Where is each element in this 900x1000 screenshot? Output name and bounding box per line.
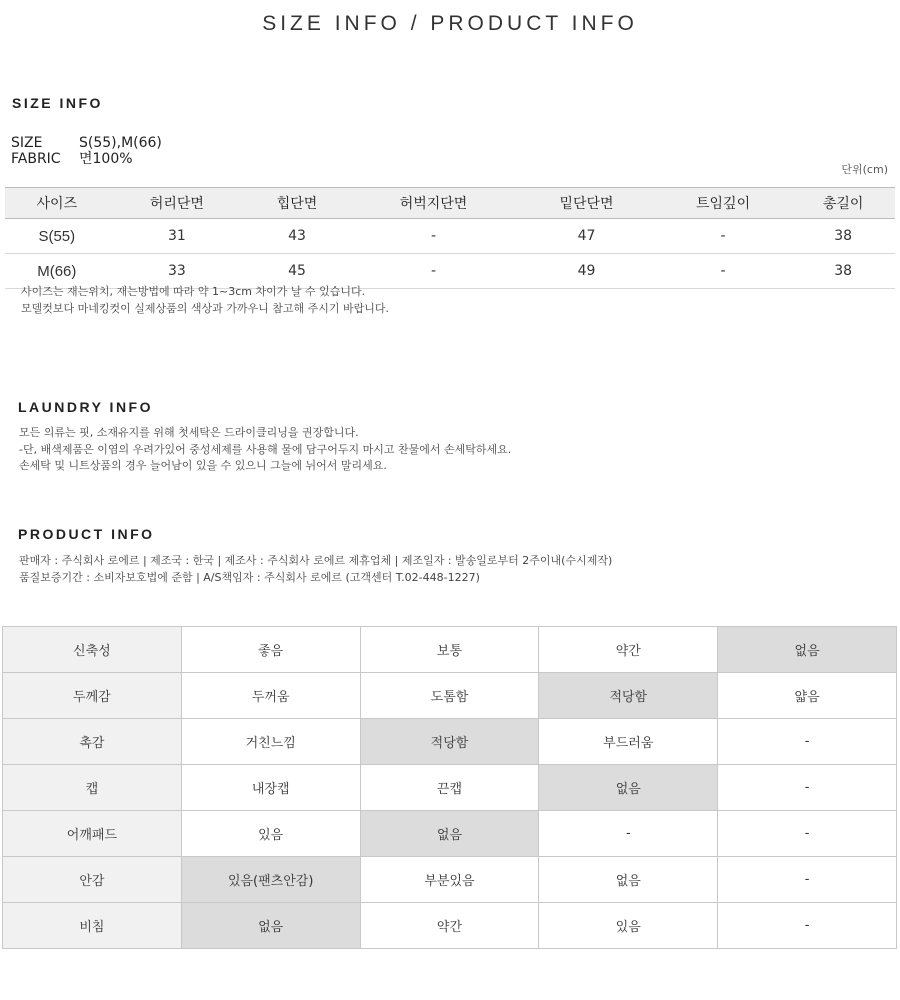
fabric-spec-row <box>11 151 133 167</box>
feature-option: 얇음 <box>718 673 897 719</box>
feature-label: 신축성 <box>3 627 182 673</box>
size-table-cell: 49 <box>518 254 655 289</box>
feature-option: - <box>539 811 718 857</box>
size-notes <box>21 284 389 317</box>
feature-option: - <box>718 765 897 811</box>
size-table-cell: - <box>655 254 792 289</box>
feature-option: 부분있음 <box>360 857 539 903</box>
size-table-header: 허벅지단면 <box>349 188 518 219</box>
feature-row <box>3 903 897 949</box>
size-table-cell: - <box>349 219 518 254</box>
feature-row <box>3 719 897 765</box>
size-table-header: 총길이 <box>791 188 895 219</box>
size-table-row <box>5 219 895 254</box>
feature-option: 없음 <box>539 857 718 903</box>
feature-label: 어깨패드 <box>3 811 182 857</box>
size-table-header: 힙단면 <box>245 188 349 219</box>
feature-label: 캡 <box>3 765 182 811</box>
feature-option: 보통 <box>360 627 539 673</box>
size-table-cell: 45 <box>245 254 349 289</box>
size-table-cell: 47 <box>518 219 655 254</box>
feature-option: 내장캡 <box>181 765 360 811</box>
feature-option: 약간 <box>360 903 539 949</box>
fabric-value: 면100% <box>79 151 133 167</box>
size-table-cell: 43 <box>245 219 349 254</box>
size-spec-row <box>11 135 162 151</box>
size-label: SIZE <box>11 135 43 151</box>
size-table-cell: 38 <box>791 219 895 254</box>
feature-option: - <box>718 719 897 765</box>
feature-option: 두꺼움 <box>181 673 360 719</box>
laundry-notes <box>19 425 511 475</box>
size-table <box>5 187 895 289</box>
size-table-header-row <box>5 188 895 219</box>
size-table-cell: 31 <box>109 219 246 254</box>
laundry-line: -단, 배색제품은 이염의 우려가있어 중성세제를 사용해 물에 담구어두지 마시고 찬물에서 손세탁하세요. <box>19 442 512 456</box>
feature-option: - <box>718 857 897 903</box>
size-table-header: 사이즈 <box>5 188 109 219</box>
size-table-header: 밑단단면 <box>518 188 655 219</box>
feature-option: 없음 <box>718 627 897 673</box>
size-note: 모델컷보다 마네킹컷이 실제상품의 색상과 가까우니 참고해 주시기 바랍니다. <box>21 301 390 315</box>
product-info-title: PRODUCT INFO <box>18 526 155 542</box>
feature-option: 좋음 <box>181 627 360 673</box>
feature-option: 약간 <box>539 627 718 673</box>
laundry-info-title: LAUNDRY INFO <box>18 399 153 415</box>
size-table-header: 트임깊이 <box>655 188 792 219</box>
feature-option: - <box>718 903 897 949</box>
product-line: 판매자 : 주식회사 로에르 | 제조국 : 한국 | 제조사 : 주식회사 로에르 제휴업체 | 제조일자 : 발송일로부터 2주이내(수시제작) <box>19 554 613 567</box>
feature-option: 있음 <box>181 811 360 857</box>
feature-option: 없음 <box>360 811 539 857</box>
feature-option: - <box>718 811 897 857</box>
feature-option: 없음 <box>181 903 360 949</box>
size-note: 사이즈는 재는위치, 재는방법에 따라 약 1~3cm 차이가 날 수 있습니다. <box>21 285 366 298</box>
feature-label: 촉감 <box>3 719 182 765</box>
size-table-header: 허리단면 <box>109 188 246 219</box>
feature-option: 거친느낌 <box>181 719 360 765</box>
feature-option: 적당함 <box>360 719 539 765</box>
feature-row <box>3 857 897 903</box>
feature-option: 없음 <box>539 765 718 811</box>
feature-option: 끈캡 <box>360 765 539 811</box>
size-value: S(55),M(66) <box>79 135 162 151</box>
laundry-line: 모든 의류는 핏, 소재유지를 위해 첫세탁은 드라이클리닝을 권장합니다. <box>19 426 359 439</box>
size-table-cell: - <box>655 219 792 254</box>
feature-label: 안감 <box>3 857 182 903</box>
laundry-line: 손세탁 및 니트상품의 경우 늘어남이 있을 수 있으니 그늘에 뉘어서 말리세요. <box>19 459 387 472</box>
feature-label: 두께감 <box>3 673 182 719</box>
feature-option: 부드러움 <box>539 719 718 765</box>
feature-row <box>3 627 897 673</box>
page-title: SIZE INFO / PRODUCT INFO <box>262 12 638 35</box>
feature-row <box>3 811 897 857</box>
product-line: 품질보증기간 : 소비자보호법에 준함 | A/S책임자 : 주식회사 로에르 (고객센터 T.02-448-1227) <box>19 570 480 584</box>
feature-row <box>3 673 897 719</box>
feature-option: 적당함 <box>539 673 718 719</box>
size-table-cell: S(55) <box>5 219 109 254</box>
fabric-label: FABRIC <box>11 151 61 167</box>
size-table-cell: 33 <box>109 254 246 289</box>
unit-label: 단위(cm) <box>841 163 888 176</box>
feature-option: 있음 <box>539 903 718 949</box>
size-table-cell: M(66) <box>5 254 109 289</box>
size-info-title: SIZE INFO <box>12 95 103 111</box>
size-table-cell: - <box>349 254 518 289</box>
product-notes <box>19 553 612 586</box>
feature-label: 비침 <box>3 903 182 949</box>
feature-option: 있음(팬츠안감) <box>181 857 360 903</box>
feature-row <box>3 765 897 811</box>
size-table-cell: 38 <box>791 254 895 289</box>
feature-table <box>2 626 897 949</box>
feature-option: 도톰함 <box>360 673 539 719</box>
